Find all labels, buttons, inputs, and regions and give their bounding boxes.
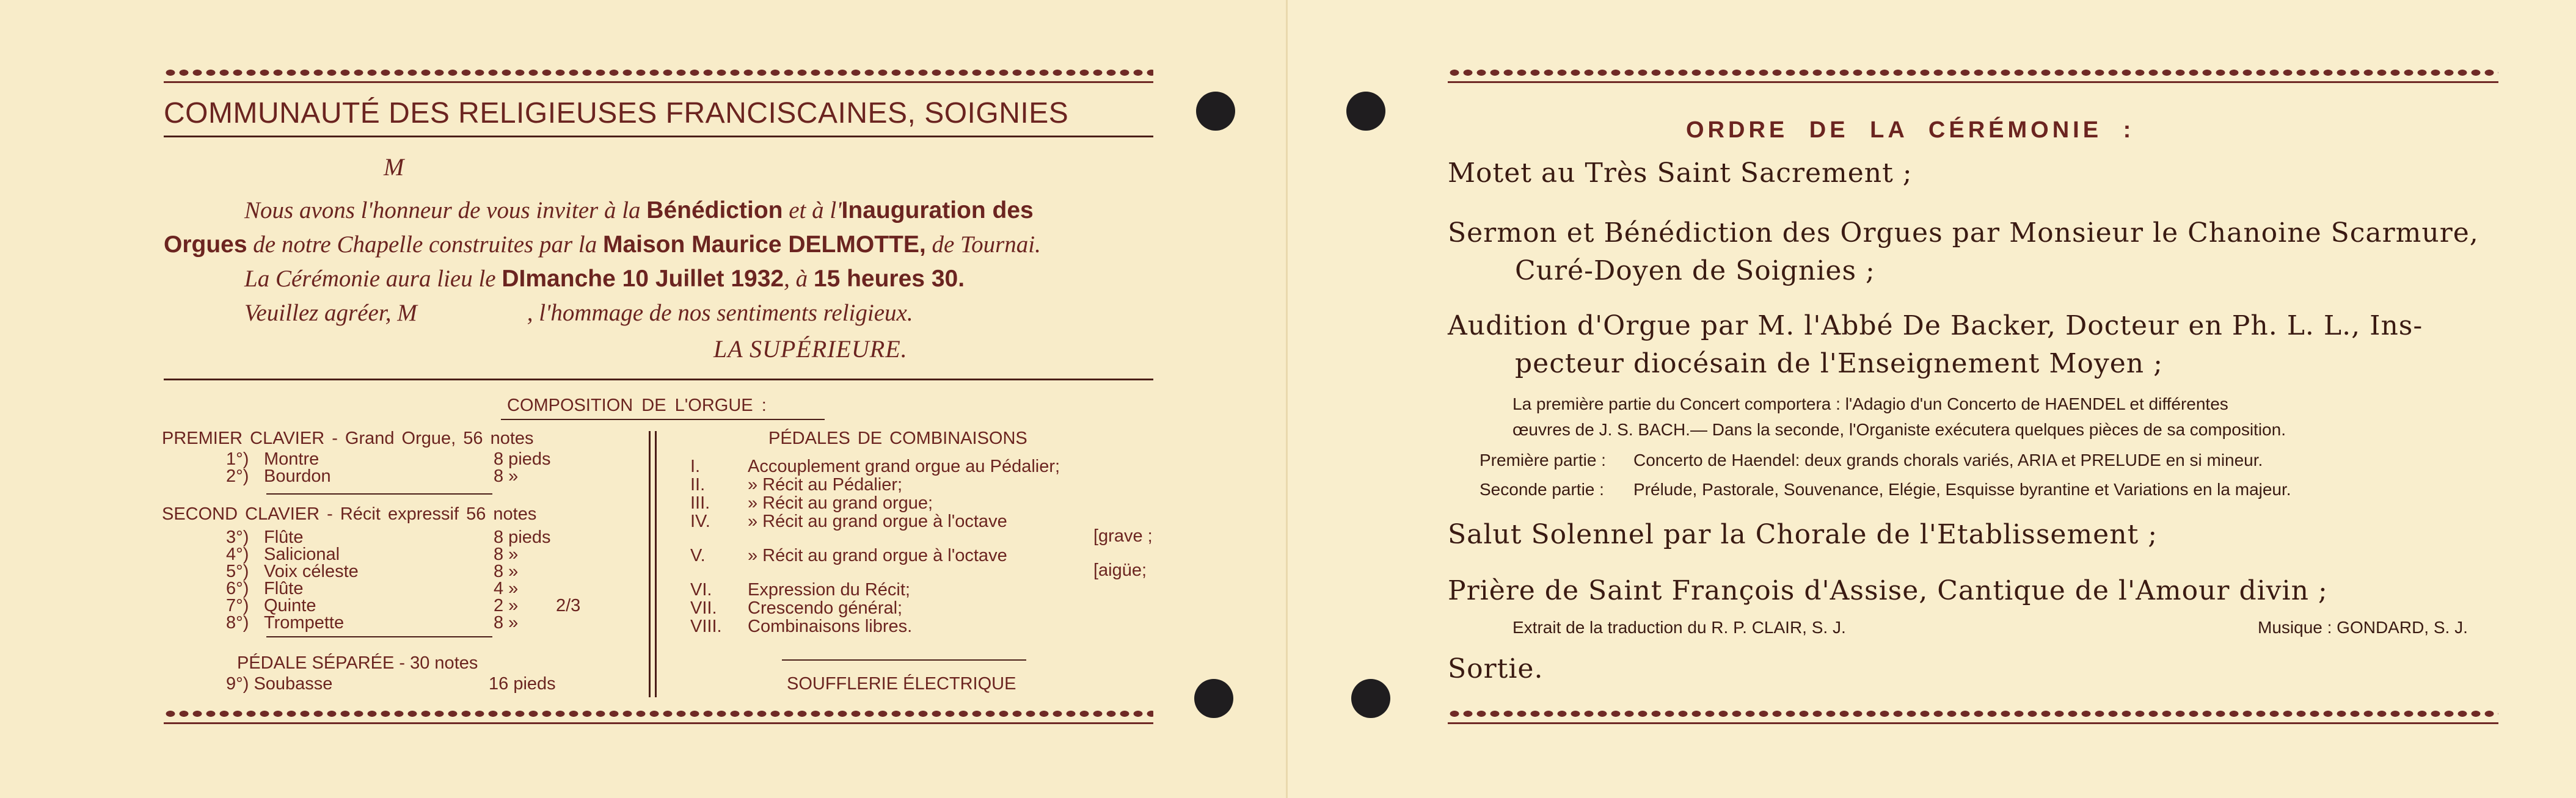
composition-title-underline: [501, 419, 825, 420]
program-line: Prière de Saint François d'Assise, Cantique de l'Amour divin ;: [1448, 575, 2328, 606]
combination-text: » Récit au Pédalier;: [748, 475, 903, 495]
ceremony-title: ORDRE DE LA CÉRÉMONIE :: [1686, 117, 2135, 143]
stop-fraction: 2/3: [556, 596, 581, 615]
invitation-text: de notre Chapelle construites par la: [247, 231, 603, 258]
combin-title: PÉDALES DE COMBINAISONS: [768, 429, 1027, 448]
combination-number: I.: [690, 457, 701, 476]
invitation-text: Nous avons l'honneur de vous inviter à la: [244, 197, 647, 223]
invitation-text: de Tournai.: [925, 231, 1041, 258]
clavier1-title: PREMIER CLAVIER - Grand Orgue, 56 notes: [162, 429, 534, 448]
part-detail: Concerto de Haendel: deux grands chorals variés, ARIA et PRELUDE en si mineur.: [1633, 451, 2263, 470]
combination-text: Expression du Récit;: [748, 580, 910, 600]
stop-name: Montre: [264, 449, 319, 469]
clavier1-rule: [266, 493, 492, 495]
combination-number: IV.: [690, 512, 710, 531]
stop-size: 8 »: [494, 562, 519, 581]
bottom-ornament-border: [1448, 708, 2498, 719]
combination-text: Combinaisons libres.: [748, 617, 913, 636]
clavier2-title: SECOND CLAVIER - Récit expressif 56 notes: [162, 504, 537, 524]
combination-number: II.: [690, 475, 706, 495]
stop-number: 1°): [226, 449, 249, 469]
program-line: Motet au Très Saint Sacrement ;: [1448, 158, 1913, 189]
stop-number: 5°): [226, 562, 249, 581]
program-line: Sermon et Bénédiction des Orgues par Monsieur le Chanoine Scarmure,: [1448, 217, 2479, 248]
composition-vertical-rule: [649, 431, 651, 697]
clavier2-rule: [266, 636, 492, 637]
stop-size: 4 »: [494, 579, 519, 598]
stop-name: Soubasse: [254, 674, 333, 694]
bottom-ornament-border: [164, 708, 1153, 719]
program-line: pecteur diocésain de l'Enseignement Moyen ;: [1515, 348, 2163, 379]
combin-rule: [782, 659, 1026, 661]
program-line: Audition d'Orgue par M. l'Abbé De Backer, Docteur en Ph. L. L., Ins-: [1448, 310, 2423, 341]
combination-number: VII.: [690, 598, 717, 618]
concert-note: œuvres de J. S. BACH.— Dans la seconde, l'Organiste exécutera quelques pièces de sa composition.: [1512, 420, 2286, 439]
combination-number: VIII.: [690, 617, 722, 636]
invitation-bold: Maison Maurice DELMOTTE,: [602, 231, 926, 258]
stop-name: Trompette: [264, 613, 345, 633]
program-line: Curé-Doyen de Soignies ;: [1515, 255, 1875, 286]
community-header: COMMUNAUTÉ DES RELIGIEUSES FRANCISCAINES, SOIGNIES: [164, 97, 1069, 129]
invitation-text: Veuillez agréer, M: [244, 300, 417, 326]
combination-text: » Récit au grand orgue à l'octave: [748, 512, 1007, 531]
stop-number: 6°): [226, 579, 249, 598]
composition-title: COMPOSITION DE L'ORGUE :: [507, 396, 767, 415]
combination-continuation: [aigüe;: [1093, 560, 1147, 580]
invitation-text: La Cérémonie aura lieu le: [244, 266, 502, 292]
pedale-title: PÉDALE SÉPARÉE - 30 notes: [237, 653, 478, 673]
stop-size: 8 »: [494, 613, 519, 633]
combination-number: V.: [690, 546, 706, 565]
concert-note: La première partie du Concert comportera : l'Adagio d'un Concerto de HAENDEL et différentes: [1512, 394, 2228, 413]
top-ornament-border: [164, 67, 1153, 78]
punch-hole: [1194, 679, 1233, 718]
stop-name: Quinte: [264, 596, 316, 615]
stop-number: 9°): [226, 674, 249, 694]
combination-number: VI.: [690, 580, 712, 600]
part-detail: Prélude, Pastorale, Souvenance, Elégie, Esquisse byrantine et Variations en la majeur.: [1633, 480, 2291, 499]
stop-size: 8 pieds: [494, 528, 551, 547]
combination-text: » Récit au grand orgue à l'octave: [748, 546, 1007, 565]
combination-continuation: [grave ;: [1093, 526, 1153, 546]
stop-name: Flûte: [264, 579, 304, 598]
combination-text: Crescendo général;: [748, 598, 903, 618]
salutation: M: [384, 153, 404, 181]
stop-size: 8 »: [494, 466, 519, 486]
combination-text: Accouplement grand orgue au Pédalier;: [748, 457, 1060, 476]
stop-number: 4°): [226, 545, 249, 564]
signature: LA SUPÉRIEURE.: [713, 335, 908, 363]
pedale-stop: [226, 674, 332, 694]
stop-name: Voix céleste: [264, 562, 359, 581]
credit-note: Musique : GONDARD, S. J.: [2258, 618, 2468, 637]
part-label: Première partie :: [1480, 451, 1606, 470]
punch-hole: [1196, 92, 1235, 131]
punch-hole: [1346, 92, 1385, 131]
program-line: Sortie.: [1448, 653, 1544, 684]
composition-vertical-rule-2: [655, 431, 657, 697]
invitation-line-3: [244, 265, 965, 292]
invitation-text: et à l': [783, 197, 842, 223]
stop-name: Salicional: [264, 545, 340, 564]
invitation-line-4: [244, 299, 913, 327]
invitation-line-2: [164, 231, 1041, 258]
stop-number: 7°): [226, 596, 249, 615]
invitation-text: , à: [784, 266, 814, 292]
invitation-bold: 15 heures 30.: [813, 266, 965, 292]
right-card: [1288, 0, 2576, 798]
header-underline: [164, 136, 1153, 137]
invitation-bold: Inauguration des: [841, 197, 1034, 223]
stop-size: 2 »: [494, 596, 519, 615]
soufflerie: SOUFFLERIE ÉLECTRIQUE: [787, 674, 1016, 694]
part-label: Seconde partie :: [1480, 480, 1604, 499]
stop-number: 2°): [226, 466, 249, 486]
top-ornament-border: [1448, 67, 2498, 78]
invitation-bold: DImanche 10 Juillet 1932: [502, 266, 784, 292]
invitation-line-1: [244, 197, 1034, 224]
stop-number: 3°): [226, 528, 249, 547]
invitation-bold: Bénédiction: [646, 197, 783, 223]
stop-number: 8°): [226, 613, 249, 633]
program-line: Salut Solennel par la Chorale de l'Etablissement ;: [1448, 519, 2158, 550]
credit-note: Extrait de la traduction du R. P. CLAIR, S. J.: [1512, 618, 1846, 637]
stop-size: 8 pieds: [494, 449, 551, 469]
section-divider: [164, 379, 1153, 380]
stop-size: 8 »: [494, 545, 519, 564]
stop-name: Bourdon: [264, 466, 331, 486]
stop-name: Flûte: [264, 528, 304, 547]
combination-text: » Récit au grand orgue;: [748, 493, 933, 513]
punch-hole: [1351, 679, 1390, 718]
invitation-text: , l'hommage de nos sentiments religieux.: [527, 300, 913, 326]
combination-number: III.: [690, 493, 710, 513]
pedale-size: 16 pieds: [489, 674, 556, 694]
invitation-bold: Orgues: [164, 231, 247, 258]
